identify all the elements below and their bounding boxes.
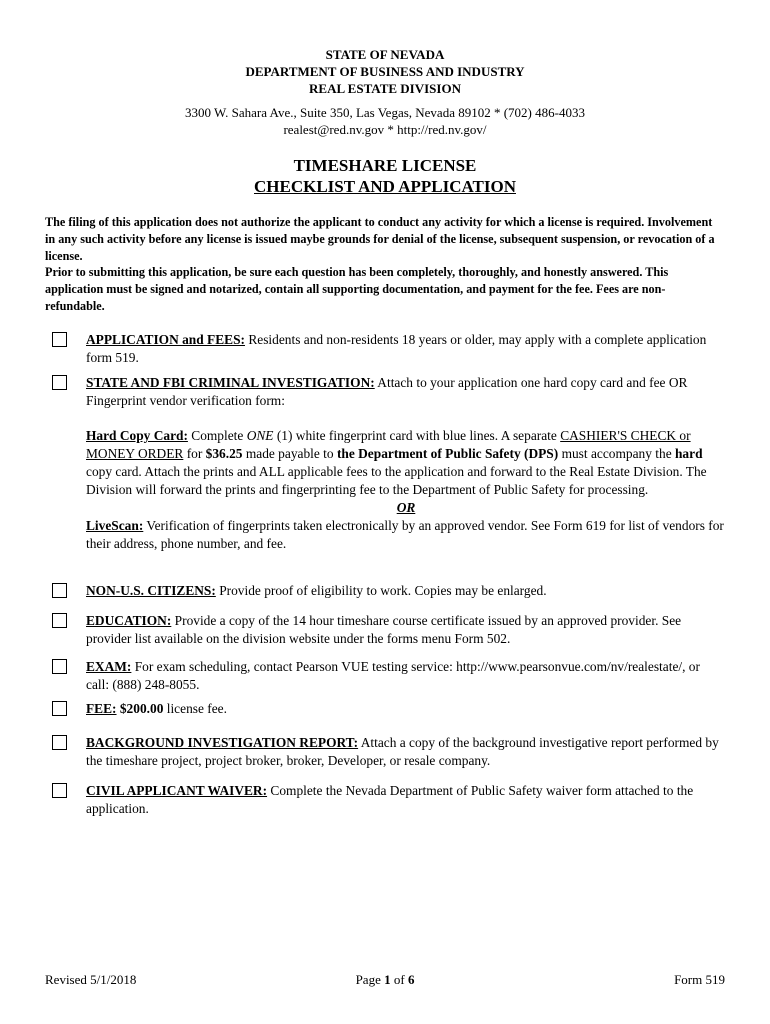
hard-copy-text-2: (1) white fingerprint card with blue lines. A separate <box>273 428 561 443</box>
form-title-line1: TIMESHARE LICENSE <box>293 156 477 175</box>
non-us-text-block <box>86 582 726 600</box>
page-current: 1 <box>384 972 391 987</box>
non-us-checkbox[interactable] <box>52 583 67 598</box>
application-text: Residents and non-residents 18 years or older, may apply with a complete application form 519. <box>86 332 707 365</box>
education-checkbox[interactable] <box>52 613 67 628</box>
license-fee-amount: $200.00 <box>116 701 164 716</box>
intro-paragraph-1: The filing of this application does not authorize the applicant to conduct any activity for which a license is required. Involvement in any such activity before any license is issued maybe grounds for denial of the license, subsequent suspension, or revocation of a license. <box>45 215 715 263</box>
livescan-block <box>86 517 726 553</box>
exam-checkbox[interactable] <box>52 659 67 674</box>
state-name: STATE OF NEVADA <box>325 47 445 62</box>
department-name: DEPARTMENT OF BUSINESS AND INDUSTRY <box>245 64 525 79</box>
criminal-text: Attach to your application one hard copy card and fee OR Fingerprint vendor verification form: <box>86 375 688 408</box>
division-address: 3300 W. Sahara Ave., Suite 350, Las Vegas, Nevada 89102 * (702) 486-4033 <box>185 105 585 120</box>
intro-paragraph-2: Prior to submitting this application, be sure each question has been completely, thoroughly, and honestly answered. This application must be signed and notarized, contain all supporting documentation, and payment for the fee. Fees are non-refundable. <box>45 265 669 313</box>
criminal-checkbox[interactable] <box>52 375 67 390</box>
hard-copy-text-1: Complete <box>187 428 247 443</box>
page-total: 6 <box>407 972 415 987</box>
page-number <box>0 971 770 988</box>
education-text-block <box>86 612 726 648</box>
exam-text-block <box>86 658 726 694</box>
waiver-text-block <box>86 782 726 818</box>
division-name: REAL ESTATE DIVISION <box>309 81 461 96</box>
revised-date: Revised 5/1/2018 <box>45 972 137 987</box>
hard-copy-one: ONE <box>246 428 274 443</box>
dps-name: the Department of Public Safety (DPS) <box>336 446 559 461</box>
exam-text: For exam scheduling, contact Pearson VUE testing service: http://www.pearsonvue.com/nv/realestate/, or call: (888) 248-8055. <box>86 659 700 692</box>
page-of: of <box>390 972 408 987</box>
fingerprint-fee: $36.25 <box>205 446 243 461</box>
waiver-checkbox[interactable] <box>52 783 67 798</box>
fee-label: FEE: <box>86 701 117 716</box>
form-title-line2: CHECKLIST AND APPLICATION <box>254 177 516 196</box>
education-label: EDUCATION: <box>86 613 172 628</box>
hard-copy-text-5: must accompany the <box>558 446 675 461</box>
cashier-check: CASHIER'S CHECK or MONEY ORDER <box>86 428 691 461</box>
hard-copy-label: Hard Copy Card: <box>86 428 188 443</box>
non-us-label: NON-U.S. CITIZENS: <box>86 583 216 598</box>
background-label: BACKGROUND INVESTIGATION REPORT: <box>86 735 359 750</box>
fee-text-block <box>86 700 726 718</box>
hard-copy-card-block <box>86 427 726 553</box>
exam-label: EXAM: <box>86 659 132 674</box>
agency-header <box>0 46 770 138</box>
livescan-text: Verification of fingerprints taken electronically by an approved vendor. See Form 619 for list of vendors for their address, phone number, and fee. <box>86 518 724 551</box>
background-text: Attach a copy of the background investigative report performed by the timeshare project, project broker, broker, Developer, or resale company. <box>86 735 719 768</box>
fee-checkbox[interactable] <box>52 701 67 716</box>
waiver-label: CIVIL APPLICANT WAIVER: <box>86 783 268 798</box>
background-text-block <box>86 734 726 770</box>
intro-notice <box>45 214 725 315</box>
background-checkbox[interactable] <box>52 735 67 750</box>
division-contact: realest@red.nv.gov * http://red.nv.gov/ <box>283 122 487 137</box>
or-separator: OR <box>396 500 416 515</box>
page-word: Page <box>355 972 385 987</box>
application-text-block <box>86 331 726 367</box>
livescan-label: LiveScan: <box>86 518 144 533</box>
hard-copy-text-4: made payable to <box>242 446 337 461</box>
hard-copy-text-3: for <box>183 446 206 461</box>
form-title <box>0 155 770 197</box>
waiver-text: Complete the Nevada Department of Public Safety waiver form attached to the application. <box>86 783 694 816</box>
education-text: Provide a copy of the 14 hour timeshare course certificate issued by an approved provider. See provider list available on the division website under the forms menu Form 502. <box>86 613 682 646</box>
form-title-line2-wrap <box>0 176 770 197</box>
application-label: APPLICATION and FEES: <box>86 332 245 347</box>
hard-word: hard <box>674 446 703 461</box>
non-us-text: Provide proof of eligibility to work. Copies may be enlarged. <box>215 583 547 598</box>
hard-copy-text-6: copy card. Attach the prints and ALL applicable fees to the application and forward to the Real Estate Division. The Division will forward the prints and fingerprinting fee to the Department of Public Safety for processing. <box>86 464 707 497</box>
application-checkbox[interactable] <box>52 332 67 347</box>
criminal-label: STATE AND FBI CRIMINAL INVESTIGATION: <box>86 375 375 390</box>
form-number: Form 519 <box>674 972 725 987</box>
criminal-text-block <box>86 374 726 410</box>
fee-text: license fee. <box>163 701 227 716</box>
